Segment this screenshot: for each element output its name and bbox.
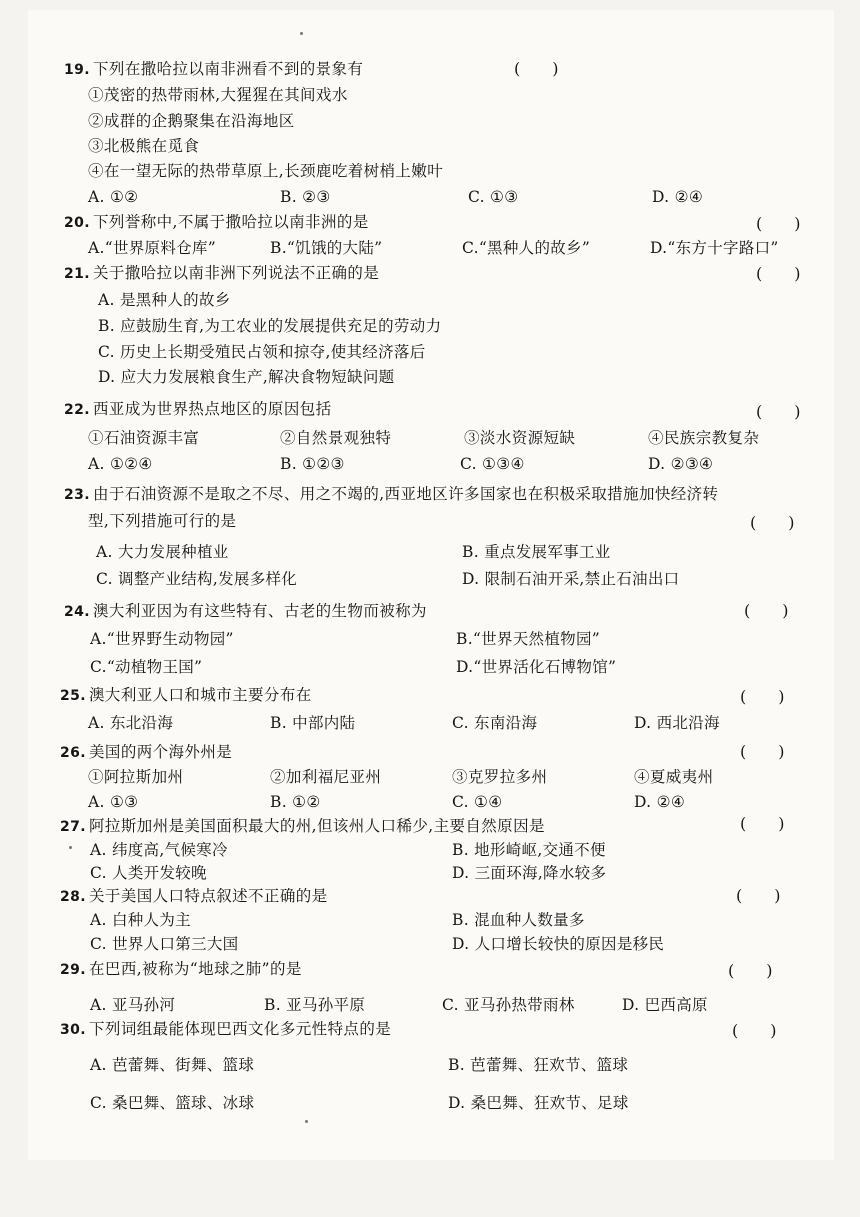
option-c[interactable]: C. 历史上长期受殖民占领和掠夺,使其经济落后 [98, 343, 426, 361]
question-text: 下列词组最能体现巴西文化多元性特点的是 [89, 1020, 392, 1038]
statement-item: ①石油资源丰富 [88, 429, 200, 447]
statement-item: ④夏威夷州 [634, 768, 714, 786]
question-stem [60, 741, 232, 764]
question-number: 29. [60, 962, 87, 978]
question-stem [64, 58, 363, 81]
option-b[interactable]: B. 混血种人数量多 [452, 911, 585, 929]
statement-item: ④民族宗教复杂 [648, 429, 760, 447]
option-d[interactable]: D. 应大力发展粮食生产,解决食物短缺问题 [98, 368, 395, 386]
question-text: 西亚成为世界热点地区的原因包括 [93, 400, 332, 418]
scan-speck [300, 32, 303, 35]
option-c[interactable]: C.“黑种人的故乡” [462, 239, 591, 257]
option-c[interactable]: C. 世界人口第三大国 [90, 935, 239, 953]
question-text: 美国的两个海外州是 [89, 743, 233, 761]
option-d[interactable]: D. 三面环海,降水较多 [452, 864, 607, 882]
option-b[interactable]: B. 芭蕾舞、狂欢节、篮球 [448, 1056, 629, 1074]
question-text: 由于石油资源不是取之不尽、用之不竭的,西亚地区许多国家也在积极采取措施加快经济转 [93, 485, 719, 503]
question-stem [60, 815, 545, 838]
question-text-continued: 型,下列措施可行的是 [88, 512, 237, 530]
question-stem [64, 600, 427, 623]
option-d[interactable]: D. 巴西高原 [622, 996, 708, 1014]
option-d[interactable]: D. 人口增长较快的原因是移民 [452, 935, 665, 953]
option-a[interactable]: A. ①②④ [88, 455, 153, 473]
statement-item: ③克罗拉多州 [452, 768, 548, 786]
option-d[interactable]: D. 西北沿海 [634, 714, 720, 732]
option-c[interactable]: C. 亚马孙热带雨林 [442, 996, 575, 1014]
option-c[interactable]: C.“动植物王国” [90, 658, 203, 676]
question-number: 23. [64, 487, 91, 503]
option-a[interactable]: A.“世界野生动物园” [90, 630, 234, 648]
option-c[interactable]: C. ①③④ [460, 455, 525, 473]
option-b[interactable]: B. 地形崎岖,交通不便 [452, 841, 606, 859]
option-c[interactable]: C. 调整产业结构,发展多样化 [96, 570, 298, 588]
answer-blank[interactable]: ( ) [744, 601, 789, 620]
question-text: 澳大利亚人口和城市主要分布在 [89, 686, 312, 704]
option-a[interactable]: A. 亚马孙河 [90, 996, 176, 1014]
option-a[interactable]: A. 是黑种人的故乡 [98, 291, 231, 309]
option-b[interactable]: B. 中部内陆 [270, 714, 356, 732]
option-a[interactable]: A. 白种人为主 [90, 911, 191, 929]
question-number: 24. [64, 604, 91, 620]
question-number: 25. [60, 688, 87, 704]
scan-speck [305, 1120, 308, 1123]
answer-blank[interactable]: ( ) [756, 402, 801, 421]
option-d[interactable]: D. 桑巴舞、狂欢节、足球 [448, 1094, 629, 1112]
question-number: 30. [60, 1022, 87, 1038]
statement-item: ①阿拉斯加州 [88, 768, 184, 786]
option-d[interactable]: D.“世界活化石博物馆” [456, 658, 617, 676]
question-number: 22. [64, 402, 91, 418]
answer-blank[interactable]: ( ) [756, 264, 801, 283]
option-c[interactable]: C. ①③ [468, 188, 519, 206]
question-text: 在巴西,被称为“地球之肺”的是 [89, 960, 302, 978]
statement-item: ③北极熊在觅食 [88, 137, 200, 155]
question-text: 下列在撒哈拉以南非洲看不到的景象有 [93, 60, 364, 78]
option-c[interactable]: C. 人类开发较晚 [90, 864, 207, 882]
answer-blank[interactable]: ( ) [740, 687, 785, 706]
question-stem [64, 211, 369, 234]
option-a[interactable]: A. 芭蕾舞、街舞、篮球 [90, 1056, 255, 1074]
answer-blank[interactable]: ( ) [750, 513, 795, 532]
option-d[interactable]: D.“东方十字路口” [650, 239, 779, 257]
question-text: 阿拉斯加州是美国面积最大的州,但该州人口稀少,主要自然原因是 [89, 817, 545, 835]
option-b[interactable]: B. ②③ [280, 188, 331, 206]
question-text: 关于美国人口特点叙述不正确的是 [89, 887, 328, 905]
statement-item: ②成群的企鹅聚集在沿海地区 [88, 112, 295, 130]
scan-speck [69, 846, 72, 849]
answer-blank[interactable]: ( ) [732, 1021, 777, 1040]
answer-blank[interactable]: ( ) [756, 214, 801, 233]
question-stem [64, 398, 332, 421]
question-number: 28. [60, 889, 87, 905]
option-b[interactable]: B. ①② [270, 793, 321, 811]
question-text: 下列誉称中,不属于撒哈拉以南非洲的是 [93, 213, 369, 231]
question-number: 27. [60, 819, 87, 835]
answer-blank[interactable]: ( ) [740, 742, 785, 761]
option-b[interactable]: B. 应鼓励生育,为工农业的发展提供充足的劳动力 [98, 317, 442, 335]
option-c[interactable]: C. ①④ [452, 793, 503, 811]
option-b[interactable]: B. ①②③ [280, 455, 345, 473]
statement-item: ①茂密的热带雨林,大猩猩在其间戏水 [88, 86, 348, 104]
question-stem [60, 958, 302, 981]
question-stem [60, 684, 312, 707]
option-b[interactable]: B. 重点发展军事工业 [462, 543, 611, 561]
option-d[interactable]: D. ②③④ [648, 455, 714, 473]
option-d[interactable]: D. 限制石油开采,禁止石油出口 [462, 570, 680, 588]
question-number: 26. [60, 745, 87, 761]
statement-item: ②自然景观独特 [280, 429, 392, 447]
option-b[interactable]: B.“世界天然植物园” [456, 630, 600, 648]
option-a[interactable]: A. ①② [88, 188, 139, 206]
answer-blank[interactable]: ( ) [514, 59, 559, 78]
option-b[interactable]: B. 亚马孙平原 [264, 996, 366, 1014]
question-text: 澳大利亚因为有这些特有、古老的生物而被称为 [93, 602, 427, 620]
option-a[interactable]: A. 东北沿海 [88, 714, 174, 732]
option-a[interactable]: A. 大力发展种植业 [96, 543, 229, 561]
statement-item: ④在一望无际的热带草原上,长颈鹿吃着树梢上嫩叶 [88, 162, 444, 180]
statement-item: ②加利福尼亚州 [270, 768, 382, 786]
answer-blank[interactable]: ( ) [740, 814, 785, 833]
question-stem [64, 483, 718, 506]
statement-item: ③淡水资源短缺 [464, 429, 576, 447]
option-a[interactable]: A. ①③ [88, 793, 139, 811]
option-b[interactable]: B.“饥饿的大陆” [270, 239, 383, 257]
question-number: 19. [64, 62, 91, 78]
question-stem [60, 885, 328, 908]
question-stem [64, 262, 379, 285]
question-text: 关于撒哈拉以南非洲下列说法不正确的是 [93, 264, 380, 282]
option-c[interactable]: C. 桑巴舞、篮球、冰球 [90, 1094, 255, 1112]
question-number: 21. [64, 266, 91, 282]
question-number: 20. [64, 215, 91, 231]
option-a[interactable]: A.“世界原料仓库” [88, 239, 216, 257]
option-a[interactable]: A. 纬度高,气候寒冷 [90, 841, 228, 859]
option-c[interactable]: C. 东南沿海 [452, 714, 538, 732]
answer-blank[interactable]: ( ) [736, 886, 781, 905]
question-stem [60, 1018, 391, 1041]
option-d[interactable]: D. ②④ [634, 793, 686, 811]
option-d[interactable]: D. ②④ [652, 188, 704, 206]
answer-blank[interactable]: ( ) [728, 961, 773, 980]
